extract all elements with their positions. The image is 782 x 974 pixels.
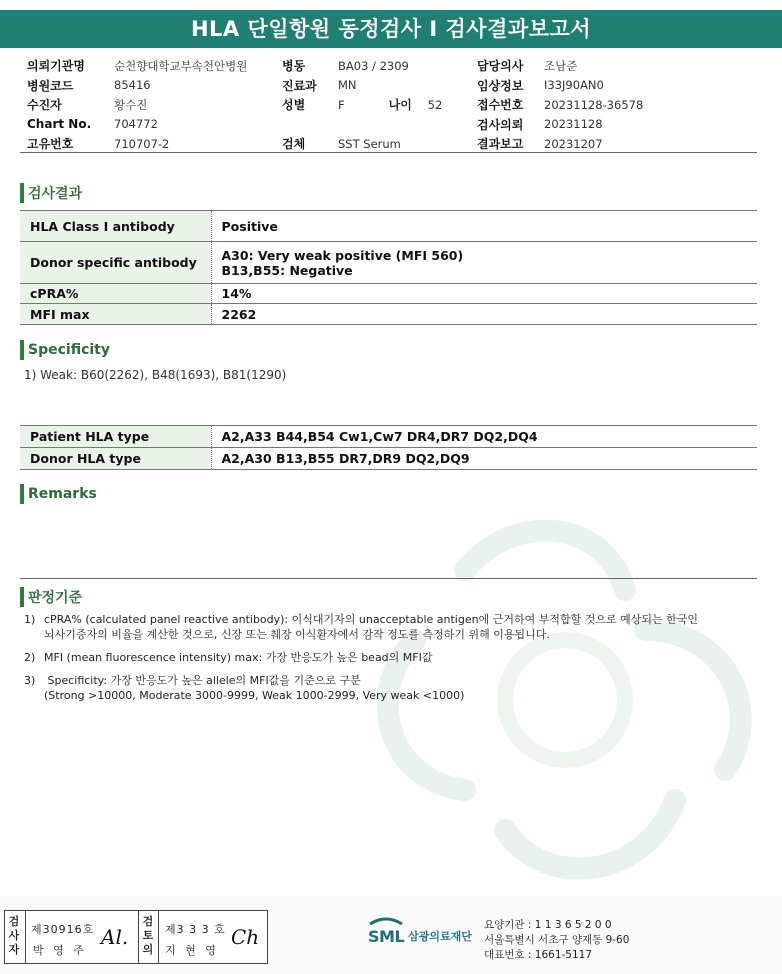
table-row [20, 426, 757, 448]
dsa-line1: A30: Very weak positive (MFI 560) [221, 247, 464, 263]
criteria-text: (Strong >10000, Moderate 3000-9999, Weak 1000-2999, Very weak <1000) [44, 689, 465, 702]
criteria-num: 2) [24, 651, 36, 664]
result-key: HLA Class I antibody [20, 211, 211, 242]
report-title: HLA 단일항원 동정검사 I 검사결과보고서 [0, 10, 782, 48]
info-label: 검체 [282, 137, 306, 152]
specificity-text: 1) Weak: B60(2262), B48(1693), B81(1290) [24, 368, 287, 382]
table-row [20, 211, 757, 242]
section-title: Remarks [28, 486, 97, 502]
doctor: 조남준 [544, 58, 578, 73]
hla-value: A2,A30 B13,B55 DR7,DR9 DQ2,DQ9 [211, 448, 757, 470]
result-value [211, 242, 757, 284]
examiner-signature: Al. [101, 925, 129, 949]
examiner-name: 박 영 주 [33, 944, 87, 957]
hla-type-table [20, 425, 757, 470]
info-label: 수진자 [27, 98, 62, 113]
criteria-text: Specificity: 가장 반응도가 높은 allele의 MFI값을 기준으로 구분 [44, 674, 361, 687]
divider [20, 578, 757, 579]
address: 서울특별시 서초구 양재동 9-60 [484, 934, 630, 946]
hospital-code: 85416 [114, 78, 151, 93]
info-label: 접수번호 [477, 98, 524, 113]
section-bar [20, 183, 24, 203]
reviewer-signature: Ch [231, 925, 260, 949]
institution-code: 요양기관 : 1 1 3 6 5 2 0 0 [484, 919, 612, 931]
info-label: 의뢰기관명 [27, 59, 85, 74]
section-bar [20, 484, 24, 504]
criteria-num: 3) [24, 674, 36, 687]
criteria-text: 뇌사기증자의 비율을 계산한 것으로, 신장 또는 췌장 이식환자에서 감작 정도를 측정하기 위해 이용됩니다. [44, 628, 550, 641]
section-results [20, 183, 82, 203]
hospital-name: 순천향대학교부속천안병원 [114, 58, 248, 73]
table-row [20, 242, 757, 284]
section-remarks [20, 484, 97, 504]
info-label: 병원코드 [27, 78, 74, 93]
examiner-no: 제30916호 [31, 923, 95, 936]
sml-logo [366, 916, 472, 946]
logo-text: SML [368, 926, 405, 946]
department: MN [338, 78, 357, 93]
hla-value: A2,A33 B44,B54 Cw1,Cw7 DR4,DR7 DQ2,DQ4 [211, 426, 757, 448]
sex: F [338, 97, 345, 112]
criteria-text: MFI (mean fluorescence intensity) max: 가장 반응도가 높은 bead의 MFI값 [44, 651, 433, 664]
lab-address [484, 918, 629, 963]
info-label: 담당의사 [477, 59, 524, 74]
section-bar [20, 587, 24, 607]
section-specificity [20, 340, 110, 360]
info-label: 진료과 [282, 78, 317, 93]
table-row [20, 304, 757, 325]
report-date: 20231207 [544, 136, 603, 151]
specimen: SST Serum [338, 136, 401, 151]
criteria-item [24, 612, 698, 642]
table-row [20, 284, 757, 304]
ward: BA03 / 2309 [338, 58, 409, 73]
examiner-label: 검 사 자 [8, 915, 20, 956]
result-key: MFI max [20, 304, 211, 325]
signature-box [4, 910, 268, 964]
table-row [20, 448, 757, 470]
section-title: 검사결과 [28, 186, 83, 202]
section-criteria [20, 587, 82, 607]
result-key: cPRA% [20, 284, 211, 304]
info-label: 결과보고 [477, 137, 524, 152]
result-key: Donor specific antibody [20, 242, 211, 284]
result-value: Positive [211, 211, 757, 242]
chart-no: 704772 [114, 117, 158, 132]
reviewer-name: 지 현 영 [165, 944, 219, 957]
request-date: 20231128 [544, 117, 603, 132]
section-title: Specificity [28, 342, 110, 358]
criteria-num: 1) [24, 613, 36, 626]
divider [20, 152, 757, 153]
reviewer-label: 검 토 의 [142, 915, 154, 956]
info-label: 고유번호 [27, 137, 74, 152]
section-title: 판정기준 [28, 590, 83, 606]
receipt-no: 20231128-36578 [544, 97, 644, 112]
hla-key: Donor HLA type [20, 448, 211, 470]
reviewer-no: 제3 3 3 호 [165, 923, 226, 936]
unique-no: 710707-2 [114, 136, 170, 151]
patient-name: 황수진 [114, 97, 148, 112]
result-value: 14% [211, 284, 757, 304]
criteria-item [24, 673, 464, 703]
age-label: 나이 [388, 98, 412, 113]
result-value: 2262 [211, 304, 757, 325]
age-value: 52 [427, 97, 443, 112]
results-table [20, 210, 757, 325]
info-label: 검사의뢰 [477, 117, 524, 132]
info-label: Chart No. [27, 117, 92, 132]
patient-info-col2 [282, 56, 442, 154]
patient-info-col3 [477, 56, 643, 154]
info-label: 임상정보 [477, 78, 524, 93]
logo-subtext: 삼광의료재단 [408, 930, 472, 943]
dsa-line2: B13,B55: Negative [221, 262, 353, 278]
hla-key: Patient HLA type [20, 426, 211, 448]
info-label: 병동 [282, 59, 306, 74]
clinical-info: I33J90AN0 [544, 78, 604, 93]
criteria-item [24, 650, 432, 665]
info-label: 성별 [282, 98, 306, 113]
phone: 대표번호 : 1661-5117 [484, 949, 593, 961]
criteria-text: cPRA% (calculated panel reactive antibody): 이식대기자의 unacceptable antigen에 근거하여 부적합할 것으로 예상되는 한국인 [44, 613, 698, 626]
section-bar [20, 340, 24, 360]
patient-info-col1 [27, 56, 247, 154]
